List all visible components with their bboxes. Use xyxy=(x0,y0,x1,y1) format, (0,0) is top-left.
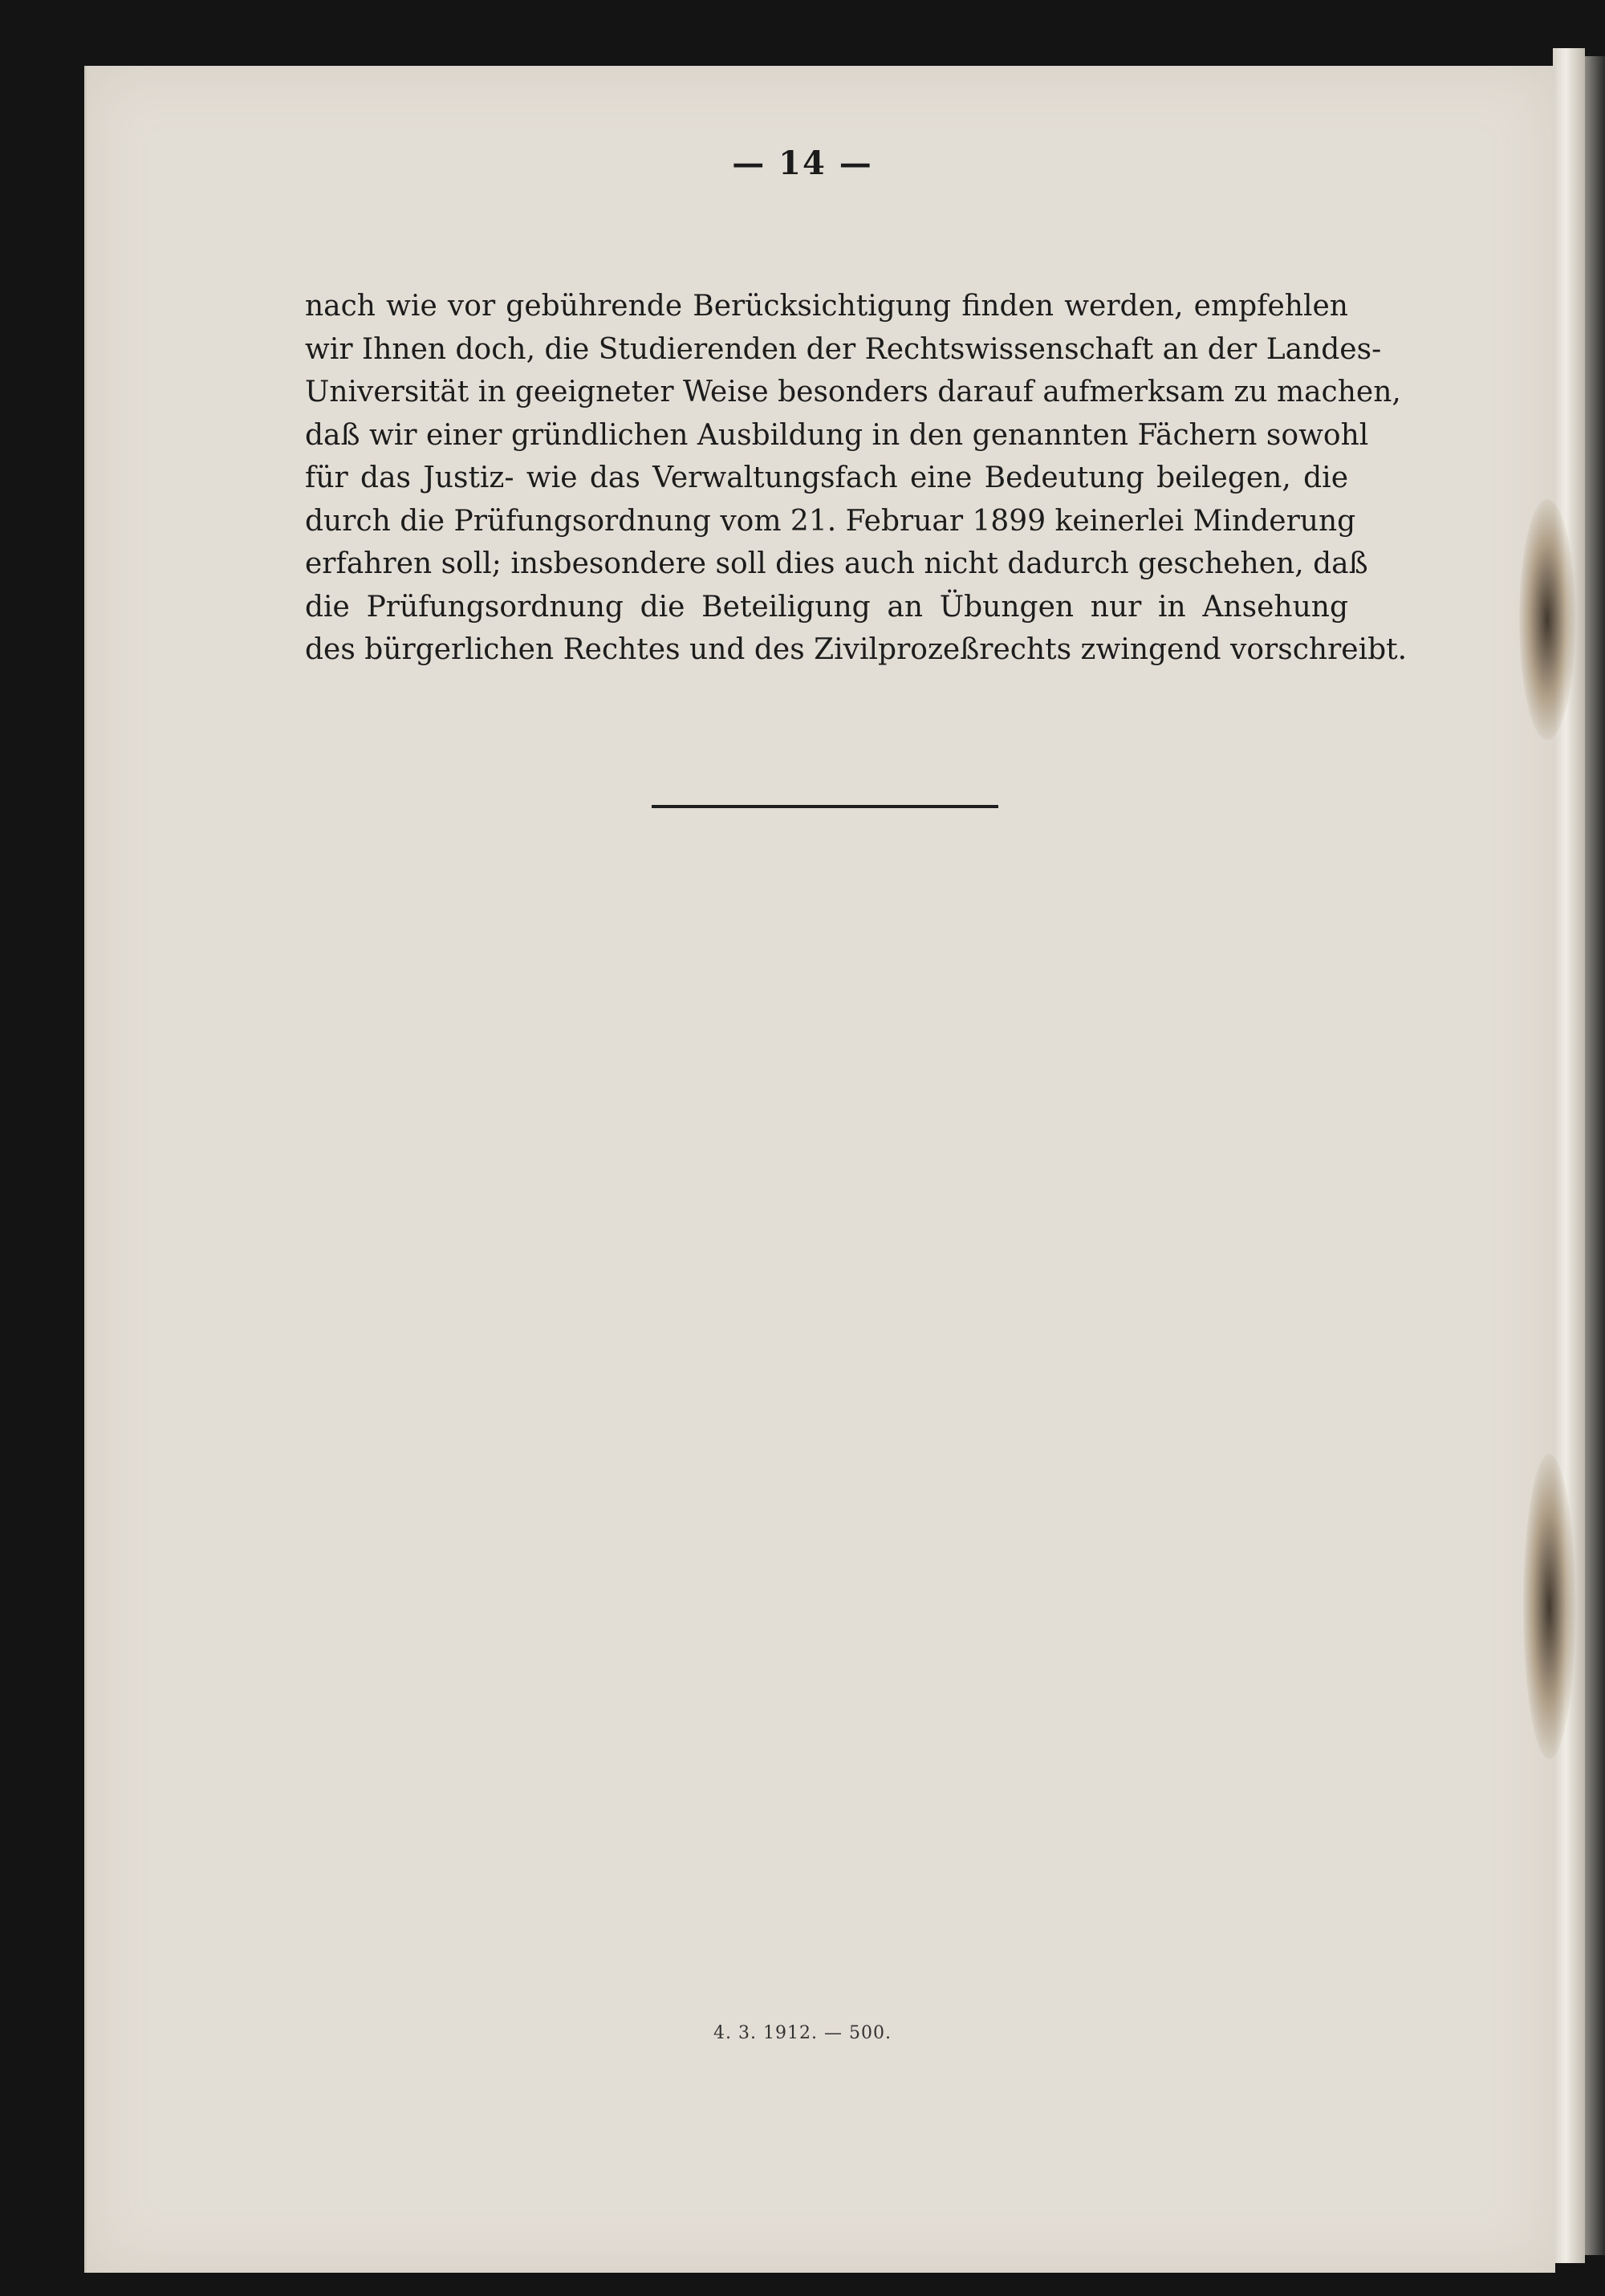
text-line: Universität in geeigneter Weise besonders darauf aufmerksam zu machen, xyxy=(305,376,1401,408)
text-line: erfahren soll; insbesondere soll dies auch nicht dadurch geschehen, daß xyxy=(305,547,1368,580)
binding-shadow xyxy=(1585,56,1605,2255)
text-line: daß wir einer gründlichen Ausbildung in den genannten Fächern sowohl xyxy=(305,418,1369,452)
text-line: durch die Prüfungsordnung vom 21. Februar 1899 keinerlei Minderung xyxy=(305,504,1356,538)
text-line: wir Ihnen doch, die Studierenden der Rechtswissenschaft an der Landes- xyxy=(305,332,1382,366)
printer-imprint: 4. 3. 1912. — 500. xyxy=(713,2023,892,2043)
text-line: nach wie vor gebührende Berücksichtigung finden werden, empfehlen xyxy=(305,290,1348,323)
body-paragraph xyxy=(305,285,1408,672)
text-line: des bürgerlichen Rechtes und des Zivilprozeßrechts zwingend vorschreibt. xyxy=(305,633,1408,666)
text-line: für das Justiz- wie das Verwaltungsfach eine Bedeutung beilegen, die xyxy=(305,461,1348,494)
burn-stain-upper xyxy=(1519,499,1575,740)
burn-stain-lower xyxy=(1523,1454,1575,1759)
page-number: — 14 — xyxy=(732,144,873,182)
section-divider xyxy=(652,805,998,808)
page-edge xyxy=(1553,48,1585,2263)
text-line: die Prüfungsordnung die Beteiligung an Übungen nur in Ansehung xyxy=(305,590,1348,624)
